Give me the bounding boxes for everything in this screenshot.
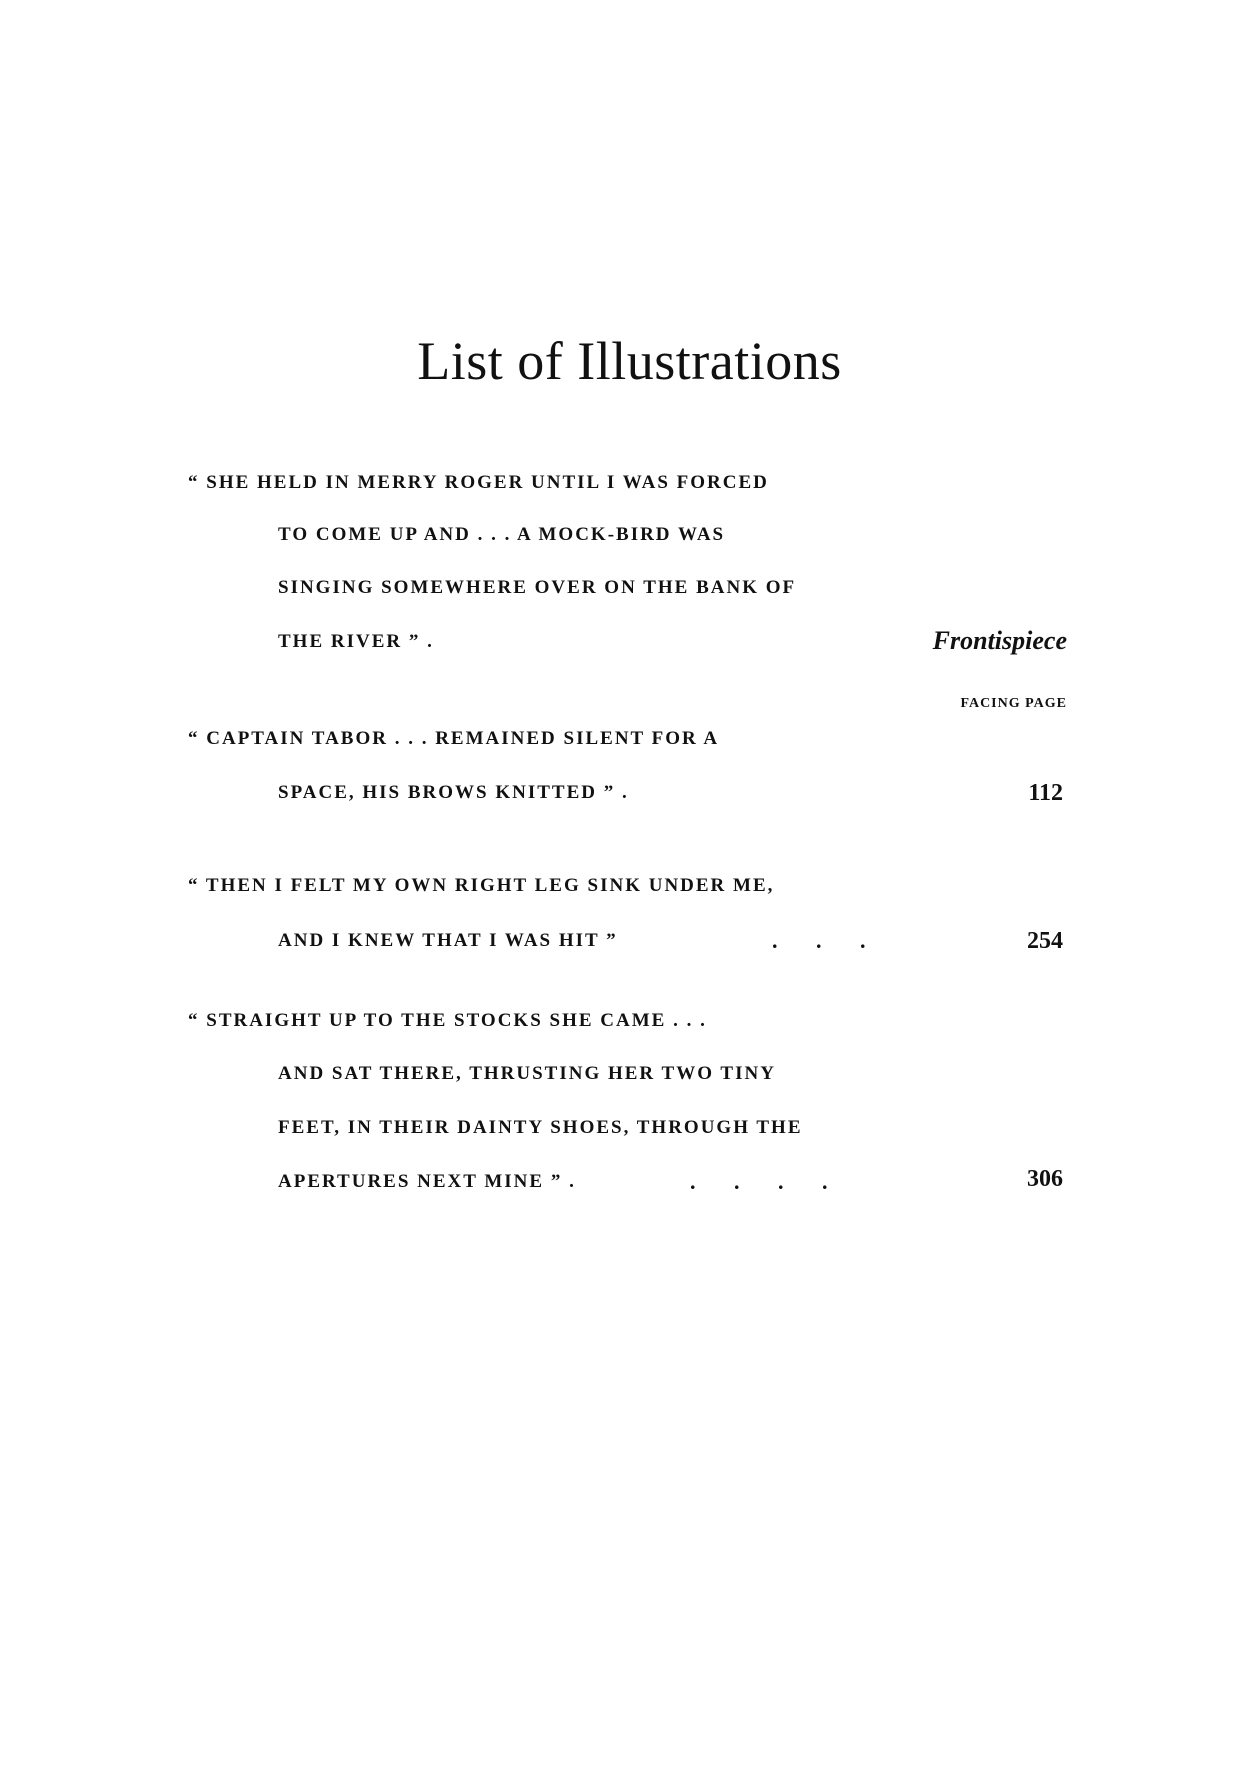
page-number: 306 xyxy=(1027,1166,1063,1192)
dot-leader: . . . xyxy=(772,928,866,953)
entry-line: APERTURES NEXT MINE ” . xyxy=(278,1171,576,1192)
entry-line: “ STRAIGHT UP TO THE STOCKS SHE CAME . . . xyxy=(188,1010,707,1031)
page-title: List of Illustrations xyxy=(417,331,842,391)
dot-leader: . . . . xyxy=(690,1169,828,1194)
entry-line: THE RIVER ” . xyxy=(278,631,434,652)
entry-line: “ THEN I FELT MY OWN RIGHT LEG SINK UNDER ME, xyxy=(188,875,775,896)
entry-line: SINGING SOMEWHERE OVER ON THE BANK OF xyxy=(278,577,797,598)
entry-line: AND I KNEW THAT I WAS HIT ” xyxy=(278,930,618,951)
entry-line: FEET, IN THEIR DAINTY SHOES, THROUGH THE xyxy=(278,1117,803,1138)
entry-line: AND SAT THERE, THRUSTING HER TWO TINY xyxy=(278,1063,776,1084)
entry-line: TO COME UP AND . . . A MOCK-BIRD WAS xyxy=(278,524,726,545)
facing-page-label: FACING PAGE xyxy=(960,696,1067,711)
page-number: 112 xyxy=(1028,780,1063,806)
page-number: 254 xyxy=(1027,928,1063,954)
entry-line: SPACE, HIS BROWS KNITTED ” . xyxy=(278,782,629,803)
entry-line: “ SHE HELD IN MERRY ROGER UNTIL I WAS FORCED xyxy=(188,472,769,493)
entry-line: “ CAPTAIN TABOR . . . REMAINED SILENT FOR A xyxy=(188,728,720,749)
page-reference: Frontispiece xyxy=(932,626,1067,655)
